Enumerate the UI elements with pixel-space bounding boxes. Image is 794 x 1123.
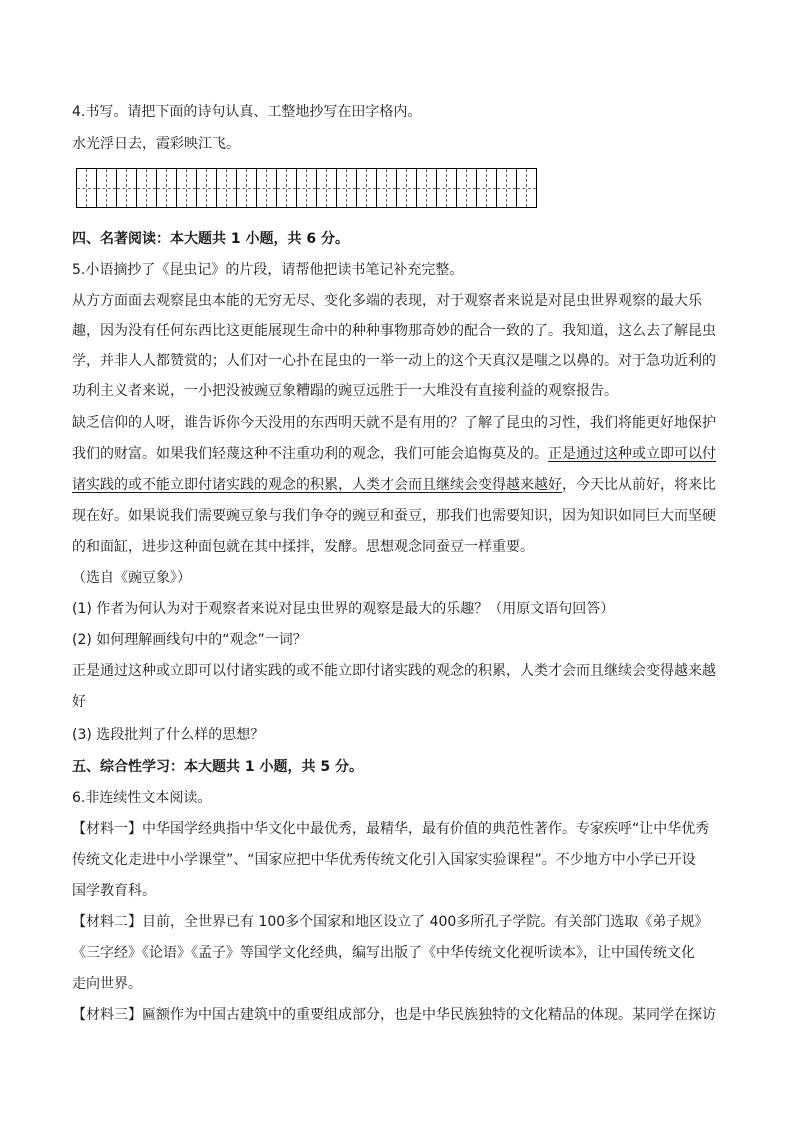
tian-zi-cell[interactable] bbox=[377, 168, 397, 208]
tian-zi-cell[interactable] bbox=[357, 168, 377, 208]
q6-title: 6.非连续性文本阅读。 bbox=[72, 790, 212, 806]
underlined-sentence-start: 正是通过这种或立即可以付 bbox=[548, 446, 716, 462]
q5-sub1: (1) 作者为何认为对于观察者来说对昆虫世界的观察是最大的乐趣？（用原文语句回答） bbox=[72, 601, 615, 617]
tian-zi-cell[interactable] bbox=[117, 168, 137, 208]
tian-zi-cell[interactable] bbox=[437, 168, 457, 208]
q5-quote-line2: 好 bbox=[72, 694, 86, 710]
q5-para1-line4: 功利主义者来说，一小把没被豌豆象糟蹋的豌豆远胜于一大堆没有直接利益的观察报告。 bbox=[72, 383, 618, 399]
tian-zi-cell[interactable] bbox=[97, 168, 117, 208]
tian-zi-cell[interactable] bbox=[337, 168, 357, 208]
q5-source: （选自《豌豆象》） bbox=[72, 570, 191, 586]
tian-zi-cell[interactable] bbox=[297, 168, 317, 208]
tian-zi-cell[interactable] bbox=[257, 168, 277, 208]
tian-zi-cell[interactable] bbox=[277, 168, 297, 208]
q6-material1-line2: 传统文化走进中小学课堂”、“国家应把中华优秀传统文化引入国家实验课程”。不少地方中小学已开设 bbox=[72, 852, 696, 868]
q6-material2-line3: 走向世界。 bbox=[72, 976, 142, 992]
tian-zi-cell[interactable] bbox=[137, 168, 157, 208]
tian-zi-cell[interactable] bbox=[497, 168, 517, 208]
q5-quote-line1: 正是通过这种或立即可以付诸实践的或不能立即付诸实践的观念的积累，人类才会而且继续会变得越来越 bbox=[72, 663, 716, 679]
tian-zi-cell[interactable] bbox=[397, 168, 417, 208]
tian-zi-cell[interactable] bbox=[317, 168, 337, 208]
q5-para1-line1: 从方方面面去观察昆虫本能的无穷无尽、变化多端的表现，对于观察者来说是对昆虫世界观察的最大乐 bbox=[72, 293, 702, 309]
q5-para2-line5: 的和面缸，进步这种面包就在其中揉拌，发酵。思想观念同蚕豆一样重要。 bbox=[72, 539, 534, 555]
underlined-sentence-end: 诸实践的或不能立即付诸实践的观念的积累，人类才会而且继续会变得越来越好 bbox=[72, 477, 562, 493]
q6-material2-line2: 《三字经》《论语》《孟子》等国学文化经典，编写出版了《中华传统文化视听读本》，让中国传统文化 bbox=[72, 945, 695, 961]
section4-heading: 四、名著阅读：本大题共 1 小题，共 6 分。 bbox=[72, 231, 349, 247]
tian-zi-cell[interactable] bbox=[157, 168, 177, 208]
tian-zi-grid[interactable] bbox=[76, 168, 537, 208]
q5-title: 5.小语摘抄了《昆虫记》的片段，请帮他把读书笔记补充完整。 bbox=[72, 262, 464, 278]
q6-material1-line1: 【材料一】中华国学经典指中华文化中最优秀，最精华，最有价值的典范性著作。专家疾呼“让中华优秀 bbox=[72, 821, 710, 837]
q4-title: 4.书写。请把下面的诗句认真、工整地抄写在田字格内。 bbox=[72, 104, 422, 120]
q5-para2-line2-text: 我们的财富。如果我们轻蔑这种不注重功利的观念，我们可能会追悔莫及的。 bbox=[72, 446, 548, 462]
q6-material3-line1: 【材料三】匾额作为中国古建筑中的重要组成部分，也是中华民族独特的文化精品的体现。某同学在探访 bbox=[72, 1007, 716, 1023]
q5-para1-line2: 趣，因为没有任何东西比这更能展现生命中的种种事物那奇妙的配合一致的了。我知道，这么去了解昆虫 bbox=[72, 323, 716, 339]
tian-zi-cell[interactable] bbox=[217, 168, 237, 208]
section5-heading: 五、综合性学习：本大题共 1 小题，共 5 分。 bbox=[72, 759, 363, 775]
q5-para2-line2 bbox=[72, 444, 716, 464]
q5-sub2: (2) 如何理解画线句中的“观念”一词？ bbox=[72, 632, 307, 648]
q5-para2-line3-text: ，今天比从前好，将来比 bbox=[562, 477, 716, 493]
tian-zi-cell[interactable] bbox=[457, 168, 477, 208]
q5-para2-line4: 现在好。如果说我们需要豌豆象与我们争夺的豌豆和蚕豆，那我们也需要知识，因为知识如同巨大而坚硬 bbox=[72, 508, 716, 524]
q6-material1-line3: 国学教育科。 bbox=[72, 883, 156, 899]
tian-zi-cell[interactable] bbox=[77, 168, 97, 208]
tian-zi-cell[interactable] bbox=[417, 168, 437, 208]
q5-sub3: (3) 选段批判了什么样的思想？ bbox=[72, 727, 265, 743]
q5-para2-line3 bbox=[72, 475, 716, 495]
tian-zi-cell[interactable] bbox=[517, 168, 537, 208]
tian-zi-cell[interactable] bbox=[477, 168, 497, 208]
q5-para2-line1: 缺乏信仰的人呀，谁告诉你今天没用的东西明天就不是有用的？了解了昆虫的习性，我们将能更好地保护 bbox=[72, 415, 716, 431]
q5-para1-line3: 学，并非人人都赞赏的；人们对一心扑在昆虫的一举一动上的这个天真汉是嗤之以鼻的。对于急功近利的 bbox=[72, 353, 716, 369]
tian-zi-cell[interactable] bbox=[237, 168, 257, 208]
q6-material2-line1: 【材料二】目前，全世界已有 100多个国家和地区设立了 400多所孔子学院。有关部门选取《弟子规》 bbox=[72, 914, 709, 930]
tian-zi-cell[interactable] bbox=[177, 168, 197, 208]
tian-zi-cell[interactable] bbox=[197, 168, 217, 208]
q4-poem: 水光浮日去，霞彩映江飞。 bbox=[72, 136, 240, 152]
